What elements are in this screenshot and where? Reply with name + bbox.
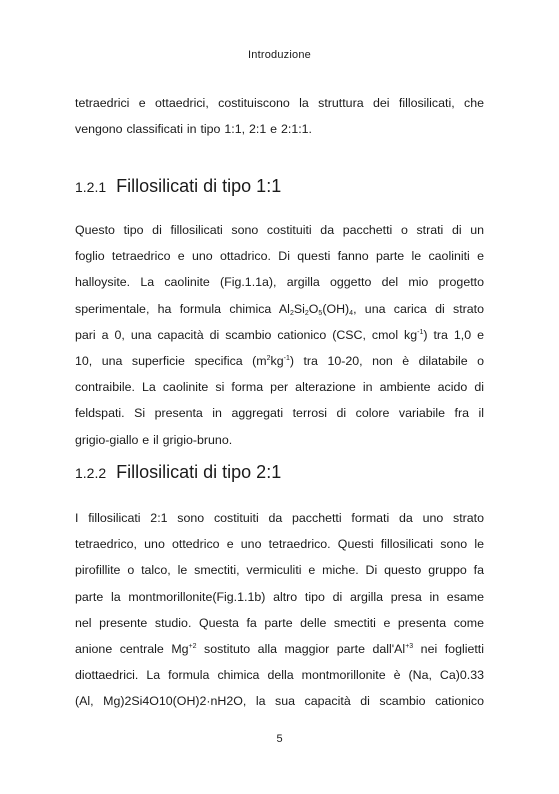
subscript: 4 — [349, 309, 354, 317]
text-run: ) tra 10-20, non è dilatabile o — [289, 354, 484, 369]
text-line-csc — [75, 322, 484, 348]
text-line: contraibile. La caolinite si forma per alterazione in ambiente acido di — [75, 380, 484, 395]
text-run: pari a 0, una capacità di scambio cationico (CSC, cmol kg — [75, 327, 418, 342]
text-line: halloysite. La caolinite (Fig.1.1a), argilla oggetto del mio progetto — [75, 275, 484, 290]
text-line: (Al, Mg)2Si4O10(OH)2·nH2O, la sua capacità di scambio cationico — [75, 694, 484, 709]
text-line: diottaedrici. La formula chimica della montmorillonite è (Na, Ca)0.33 — [75, 668, 484, 683]
text-line: feldspati. Si presenta in aggregati terrosi di colore variabile fra il — [75, 406, 484, 421]
section-title: Fillosilicati di tipo 1:1 — [116, 176, 282, 196]
text-line: nel presente studio. Questa fa parte delle smectiti e presenta come — [75, 615, 484, 630]
text-line: grigio-giallo e il grigio-bruno. — [75, 432, 233, 447]
text-line: I fillosilicati 2:1 sono costituiti da pacchetti formati da uno strato — [75, 511, 484, 525]
text-run: ) tra 1,0 e — [423, 327, 485, 342]
section-heading-1-2-1 — [75, 176, 281, 197]
text-run: sostituto alla maggior parte dall'Al — [196, 642, 406, 657]
superscript: -1 — [417, 328, 424, 336]
text-run: nei foglietti — [413, 642, 484, 657]
text-line: pirofillite o talco, le smectiti, vermiculiti e miche. Di questo gruppo fa — [75, 563, 484, 578]
text-run: , una carica di strato — [353, 301, 484, 316]
text-run: (OH) — [322, 301, 350, 316]
subscript: 5 — [318, 309, 323, 317]
section-number: 1.2.1 — [75, 179, 107, 195]
page-number: 5 — [276, 733, 283, 745]
text-run: O — [308, 301, 319, 316]
superscript: -1 — [283, 355, 290, 363]
section-heading-1-2-2 — [75, 462, 281, 483]
running-header: Introduzione — [248, 49, 311, 61]
section-title: Fillosilicati di tipo 2:1 — [116, 462, 282, 482]
text-line-anion — [75, 636, 484, 662]
text-run: kg — [270, 354, 284, 369]
text-run: sperimentale, ha formula chimica Al — [75, 301, 290, 316]
text-line: tetraedrici e ottaedrici, costituiscono la struttura dei fillosilicati, che — [75, 96, 484, 110]
text-run: Si — [293, 301, 305, 316]
superscript: +2 — [188, 643, 197, 651]
text-line-formula — [75, 296, 484, 322]
subscript: 2 — [304, 309, 309, 317]
superscript: +3 — [405, 643, 414, 651]
subscript: 2 — [289, 309, 294, 317]
text-run: 10, una superficie specifica (m — [75, 354, 267, 369]
text-line: parte la montmorillonite(Fig.1.1b) altro tipo di argilla presa in esame — [75, 589, 484, 604]
text-run: anione centrale Mg — [75, 642, 189, 657]
section-number: 1.2.2 — [75, 465, 107, 481]
section-1-paragraph — [75, 217, 484, 453]
text-line-surface — [75, 348, 484, 374]
intro-paragraph — [75, 90, 484, 142]
text-line: foglio tetraedrico e uno ottadrico. Di questi fanno parte le caoliniti e — [75, 249, 484, 264]
text-line: Questo tipo di fillosilicati sono costituiti da pacchetti o strati di un — [75, 223, 484, 237]
superscript: 2 — [266, 355, 271, 363]
text-line: vengono classificati in tipo 1:1, 2:1 e 2:1:1. — [75, 122, 313, 137]
section-2-paragraph — [75, 505, 484, 715]
text-line: tetraedrico, uno ottedrico e uno tetraedrico. Questi fillosilicati sono le — [75, 537, 484, 552]
